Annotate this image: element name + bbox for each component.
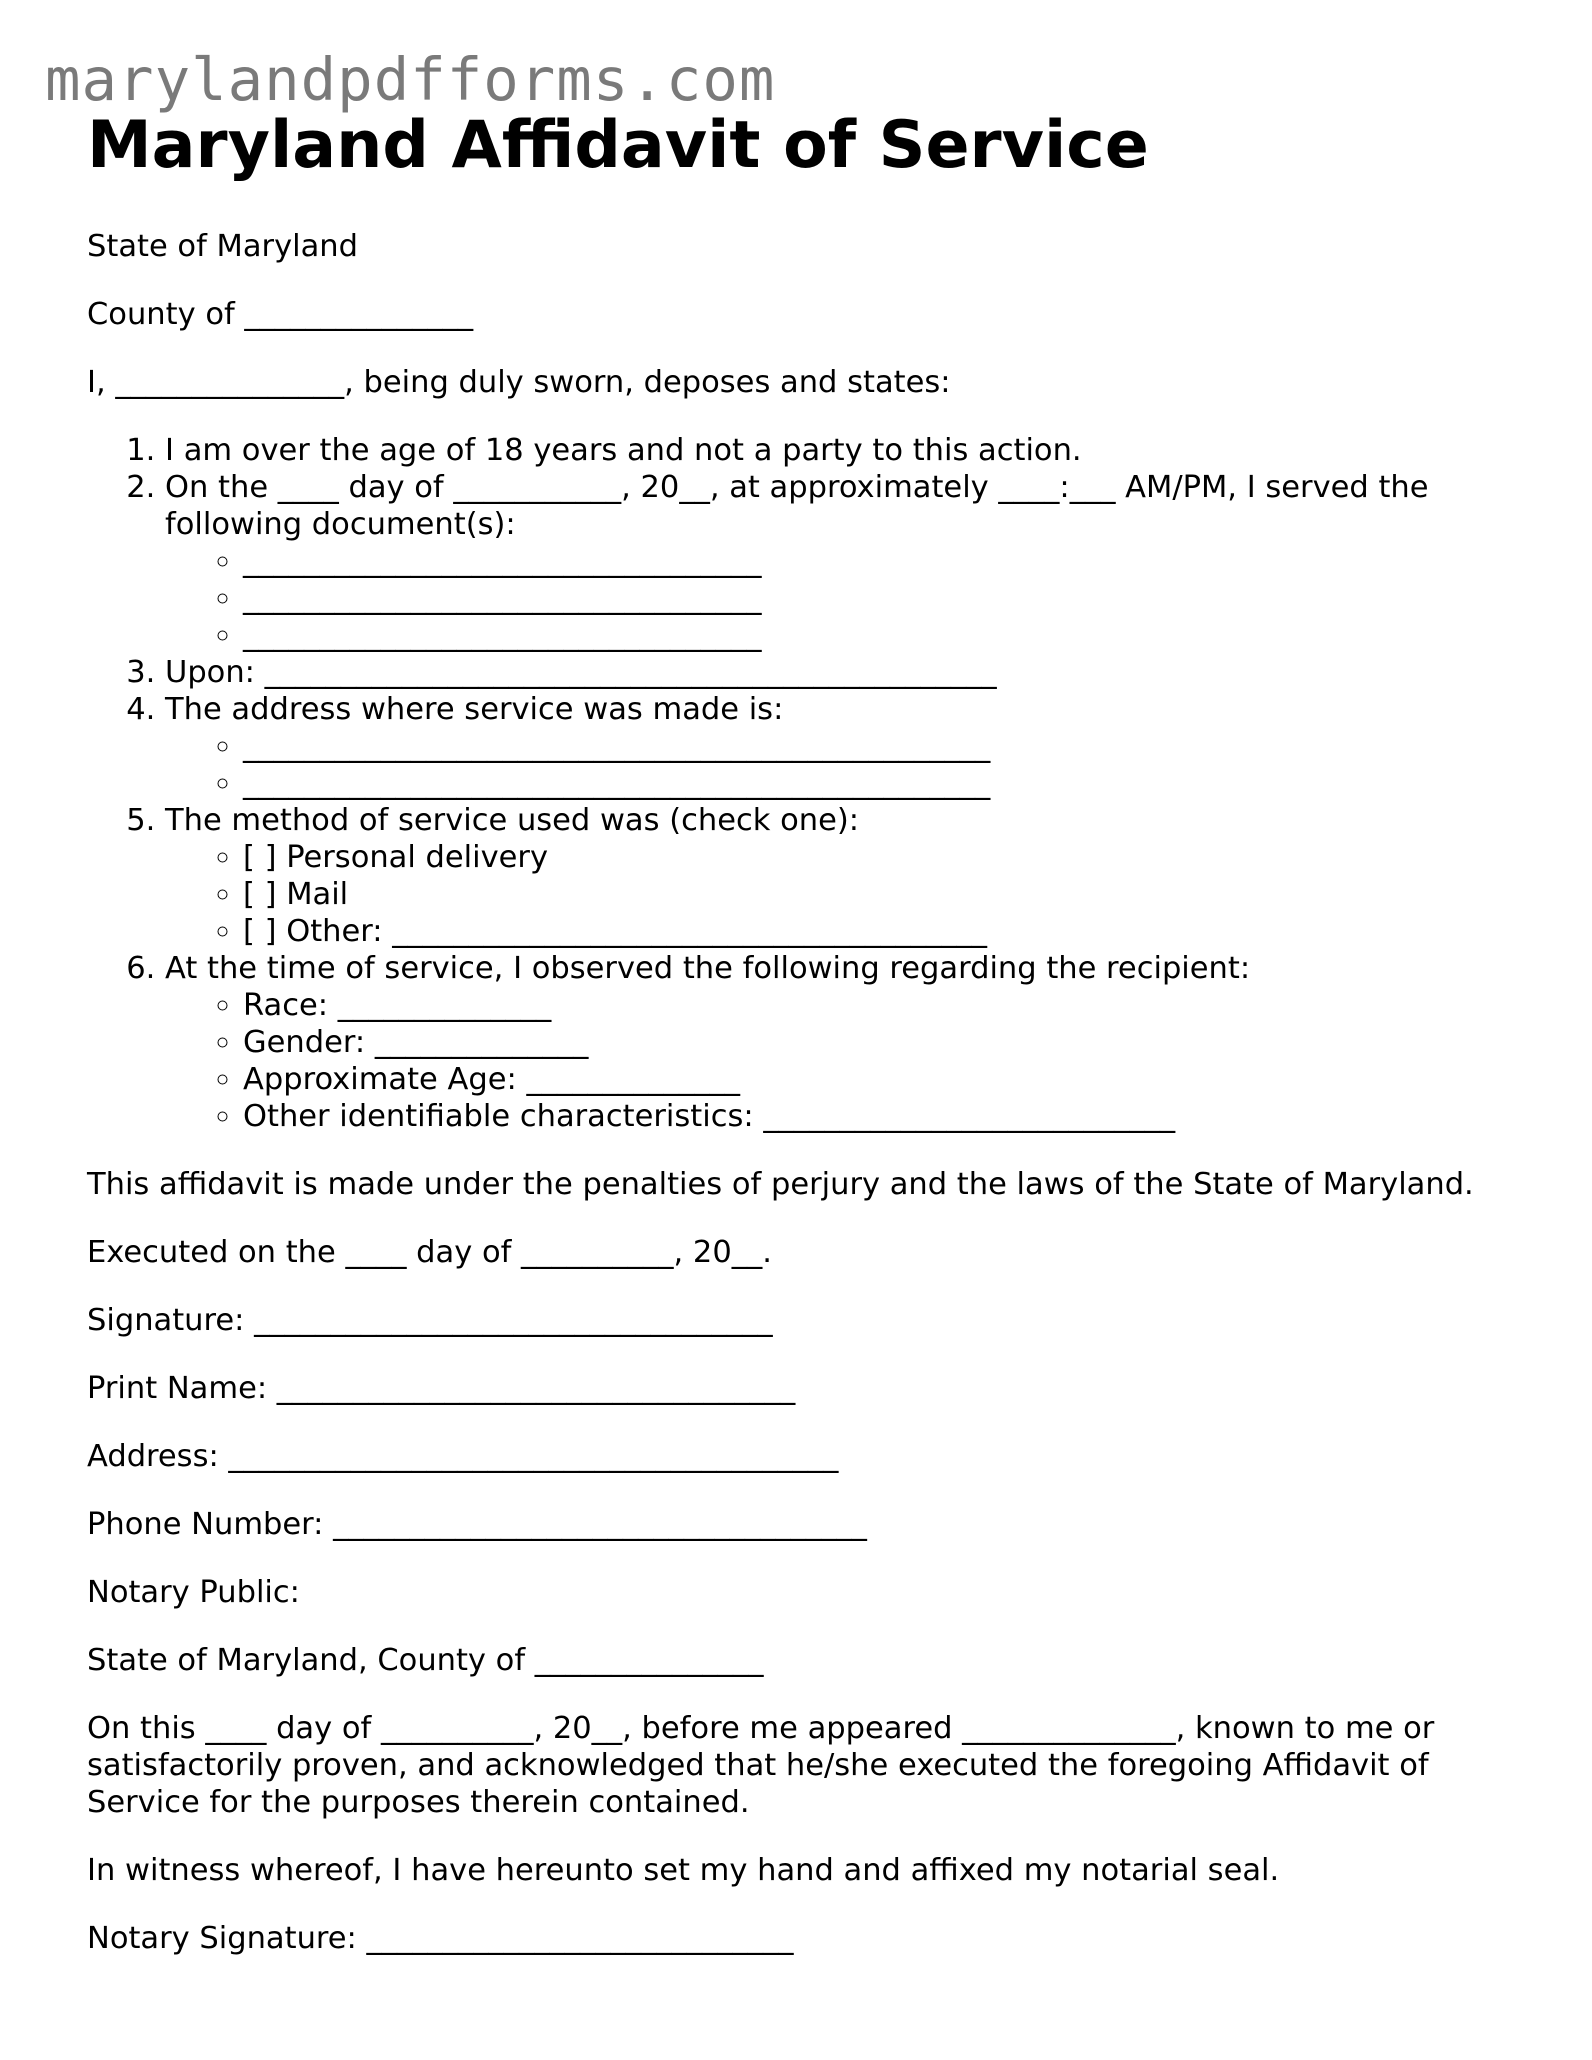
list-item: [165, 802, 1547, 950]
observation-gender: ◦ Gender: ______________: [243, 1024, 1547, 1061]
notary-county-line: State of Maryland, County of _______________: [87, 1643, 764, 1678]
address-list: [165, 728, 1547, 802]
statement-age: I am over the age of 18 years and not a party to this action.: [165, 433, 1082, 468]
list-item: [165, 691, 1547, 802]
state-line: State of Maryland: [87, 229, 358, 264]
statements-list: [87, 432, 1547, 1135]
statement-observations: At the time of service, I observed the following regarding the recipient:: [165, 951, 1251, 986]
list-item: [165, 469, 1547, 654]
document-blank: ◦ __________________________________: [243, 543, 1547, 580]
statement-method: The method of service used was (check one):: [165, 803, 860, 838]
list-item: [165, 950, 1547, 1135]
signature-line: Signature: __________________________________: [87, 1303, 773, 1338]
phone-line: Phone Number: ___________________________________: [87, 1507, 867, 1542]
executed-date-line: Executed on the ____ day of __________, 20__.: [87, 1235, 772, 1270]
print-name-line: Print Name: __________________________________: [87, 1371, 796, 1406]
notary-acknowledgment: On this ____ day of __________, 20__, before me appeared ______________, known to me or satisfactorily proven, and acknowledged that he/she executed the foregoing Affidavit of Service for the purposes therein contained.: [87, 1711, 1435, 1820]
list-item: [165, 654, 1547, 691]
affiant-line: I, _______________, being duly sworn, deposes and states:: [87, 365, 951, 400]
method-mail: ◦ [ ] Mail: [243, 876, 1547, 913]
statement-address: The address where service was made is:: [165, 692, 784, 727]
statement-upon: Upon: ________________________________________________: [165, 655, 997, 690]
method-personal-delivery: ◦ [ ] Personal delivery: [243, 839, 1547, 876]
address-blank: ◦ _________________________________________________: [243, 765, 1547, 802]
witness-statement: In witness whereof, I have hereunto set my hand and affixed my notarial seal.: [87, 1853, 1280, 1888]
observation-other: ◦ Other identifiable characteristics: ___________________________: [243, 1098, 1547, 1135]
page-title: Maryland Affidavit of Service: [87, 108, 1149, 183]
address-line: Address: ________________________________________: [87, 1439, 839, 1474]
observations-list: [165, 987, 1547, 1135]
list-item: [165, 432, 1547, 469]
notary-signature-line: Notary Signature: ____________________________: [87, 1921, 794, 1956]
documents-list: [165, 543, 1547, 654]
address-blank: ◦ _________________________________________________: [243, 728, 1547, 765]
county-line: County of _______________: [87, 297, 474, 332]
method-other: ◦ [ ] Other: _______________________________________: [243, 913, 1547, 950]
statement-date-time: On the ____ day of ___________, 20__, at approximately ____:___ AM/PM, I served the following document(s):: [165, 470, 1429, 542]
document-blank: ◦ __________________________________: [243, 617, 1547, 654]
watermark: marylandpdfforms.com: [45, 45, 776, 114]
form-body: [87, 228, 1547, 1988]
method-options: [165, 839, 1547, 950]
observation-age: ◦ Approximate Age: ______________: [243, 1061, 1547, 1098]
observation-race: ◦ Race: ______________: [243, 987, 1547, 1024]
document-blank: ◦ __________________________________: [243, 580, 1547, 617]
notary-heading: Notary Public:: [87, 1575, 300, 1610]
perjury-statement: This affidavit is made under the penalties of perjury and the laws of the State of Maryland.: [87, 1167, 1474, 1202]
